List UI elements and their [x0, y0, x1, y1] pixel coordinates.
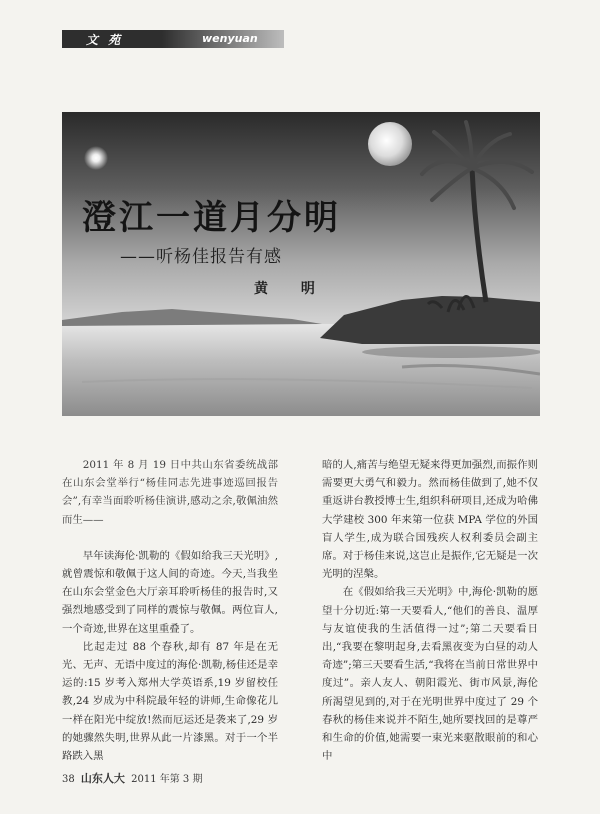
page-number: 38 — [62, 774, 75, 785]
hero-illustration — [62, 112, 540, 416]
article-author: 黄 明 — [254, 281, 329, 297]
body-paragraph: 比起走过 88 个春秋,却有 87 年是在无光、无声、无语中度过的海伦·凯勒,杨佳还是幸运的:15 岁考入郑州大学英语系,19 岁留校任教,24 岁成为中科院最年轻的讲师,生命像花儿一样在阳光中绽放!然而厄运还是袭来了,29 岁的她骤然失明,世界从此一片漆黑。对于一个半路跌入黑 — [62, 640, 278, 763]
issue-label: 2011 年第 3 期 — [131, 774, 203, 785]
article-title: 澄江一道月分明 — [82, 198, 341, 238]
page-footer — [62, 770, 202, 786]
magazine-name: 山东人大 — [80, 772, 125, 785]
article-subtitle: ——听杨佳报告有感 — [120, 247, 282, 267]
section-name-cn: 文 苑 — [86, 33, 124, 47]
section-name-en: wenyuan — [202, 32, 258, 45]
body-paragraph: 早年读海伦·凯勒的《假如给我三天光明》,就曾震惊和敬佩于这人间的奇迹。今天,当我坐在山东会堂金色大厅亲耳聆听杨佳的报告时,又强烈地感受到了同样的震惊与敬佩。两位盲人,一个奇迹,世界在这里重叠了。 — [62, 549, 278, 635]
body-column-right — [322, 456, 538, 765]
body-paragraph: 暗的人,痛苦与绝望无疑来得更加强烈,而振作则需要更大勇气和毅力。然而杨佳做到了,她不仅重返讲台教授博士生,组织科研项目,还成为哈佛大学建校 300 年来第一位获 MPA 学位的外国盲人学生,成为联合国残疾人权利委员会副主席。对于杨佳来说,这岂止是振作,它无疑是一次光明的涅槃。 — [322, 459, 538, 581]
section-banner — [62, 30, 284, 48]
intro-paragraph: 2011 年 8 月 19 日中共山东省委统战部在山东会堂举行“杨佳同志先进事迹巡回报告会”,有幸当面聆听杨佳演讲,感动之余,敬佩油然而生—— — [62, 459, 278, 526]
body-paragraph: 在《假如给我三天光明》中,海伦·凯勒的愿望十分切近:第一天要看人,“他们的善良、温厚与友谊使我的生活值得一过”;第二天要看日出,“我要在黎明起身,去看黑夜变为白昼的动人奇迹”;第三天要看生活,“我将在当前日常世界中度过”。亲人友人、朝阳霞光、街市风景,海伦所渴望见到的,对于在光明世界中度过了 29 个春秋的杨佳来说并不陌生,她所要找回的是尊严和生命的价值,她需要一束光来驱散眼前的和心中 — [322, 586, 538, 763]
body-column-left — [62, 456, 278, 765]
